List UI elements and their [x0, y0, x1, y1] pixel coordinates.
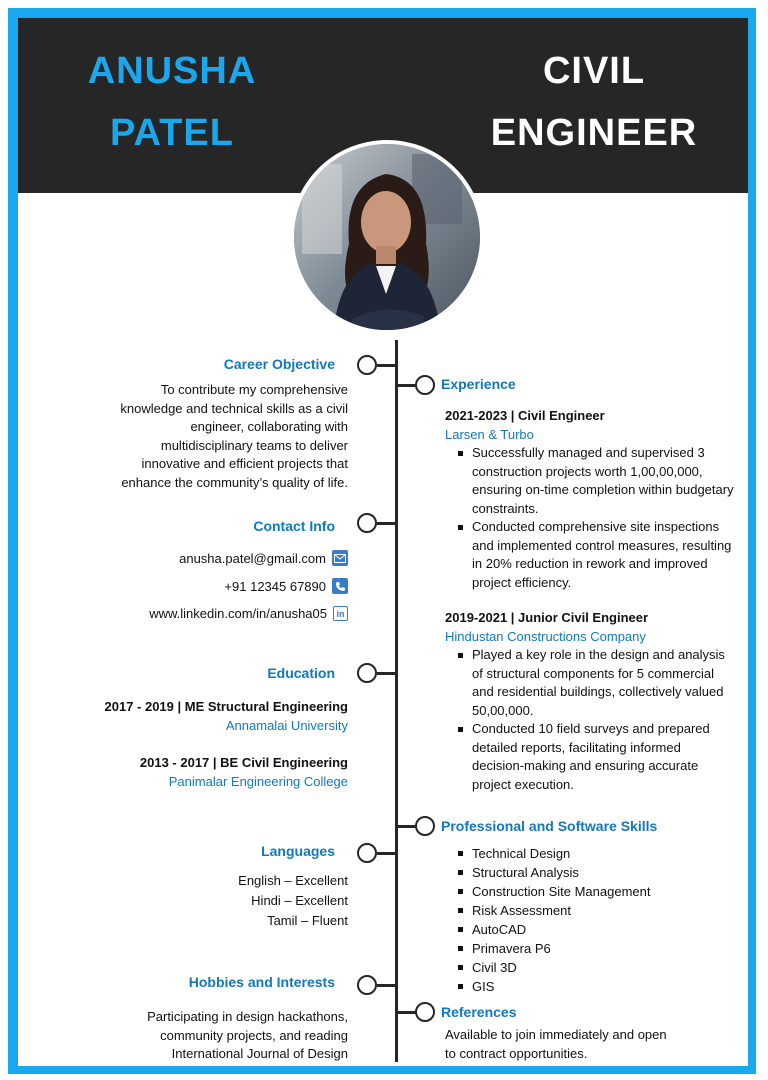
phone-icon: [332, 578, 348, 594]
profile-photo: [290, 140, 484, 334]
job-title-line-2: ENGINEER: [490, 112, 698, 154]
hobbies-heading: Hobbies and Interests: [188, 974, 335, 990]
contact-linkedin-row: [149, 606, 348, 621]
language-item: Tamil – Fluent: [267, 913, 348, 928]
career-objective-text: To contribute my comprehensive knowledge and technical skills as a civil engineer, collaborating with multidisciplinary teams to deliver innovative and efficient projects that enhance the community’s quality of life.: [120, 382, 348, 490]
language-item: Hindi – Excellent: [251, 893, 348, 908]
timeline-node: [357, 663, 395, 685]
skills-list: [445, 844, 735, 996]
resume-paper: [18, 18, 748, 1066]
job-1-title: 2021-2023 | Civil Engineer: [445, 408, 605, 423]
education-2-school: Panimalar Engineering College: [168, 774, 348, 789]
skill-item: Technical Design: [472, 844, 735, 863]
timeline-node: [357, 355, 395, 377]
timeline-node: [357, 843, 395, 865]
education-1-school: Annamalai University: [225, 718, 348, 733]
contact-phone-row: [224, 578, 348, 594]
job-1-company: Larsen & Turbo: [445, 426, 534, 442]
page-border: [8, 8, 756, 1074]
timeline-node: [397, 375, 435, 397]
timeline-line: [395, 340, 398, 1062]
skill-item: Risk Assessment: [472, 901, 735, 920]
skill-item: GIS: [472, 977, 735, 996]
contact-email-row: [179, 550, 348, 566]
skill-item: Civil 3D: [472, 958, 735, 977]
job-2-company: Hindustan Constructions Company: [445, 628, 646, 644]
last-name: PATEL: [110, 112, 234, 154]
skill-item: Construction Site Management: [472, 882, 735, 901]
skill-item: AutoCAD: [472, 920, 735, 939]
references-text: Available to join immediately and open to contract opportunities.: [445, 1027, 667, 1061]
job-title-line-1: CIVIL: [542, 50, 646, 92]
linkedin-link[interactable]: www.linkedin.com/in/anusha05: [149, 606, 327, 621]
job-2-title: 2019-2021 | Junior Civil Engineer: [445, 610, 649, 625]
timeline-node: [397, 1002, 435, 1024]
skill-item: Primavera P6: [472, 939, 735, 958]
list-item: Played a key role in the design and analysis of structural components for 5 commercial and residential buildings, collectively valued 50,00,000.: [472, 646, 735, 720]
list-item: Conducted 10 field surveys and prepared detailed reports, facilitating informed decision-making and ensuring accurate project execution.: [472, 720, 735, 794]
timeline-node: [397, 816, 435, 838]
education-1-title: 2017 - 2019 | ME Structural Engineering: [104, 699, 348, 714]
education-heading: Education: [267, 665, 335, 681]
references-heading: References: [441, 1004, 517, 1020]
education-2-title: 2013 - 2017 | BE Civil Engineering: [139, 755, 348, 770]
career-objective-heading: Career Objective: [223, 356, 335, 372]
contact-info-heading: Contact Info: [253, 518, 335, 534]
language-item: English – Excellent: [238, 873, 348, 888]
languages-heading: Languages: [261, 843, 335, 859]
skill-item: Structural Analysis: [472, 863, 735, 882]
job-2-bullets: [445, 646, 735, 794]
job-entry-2: [445, 609, 735, 794]
list-item: Conducted comprehensive site inspections and implemented control measures, resulting in 20% reduction in rework and improved project efficiency.: [472, 518, 735, 592]
timeline-node: [357, 975, 395, 997]
email-icon: [332, 550, 348, 566]
linkedin-icon: in: [333, 606, 348, 621]
phone-number: +91 12345 67890: [224, 578, 326, 594]
hobbies-text: Participating in design hackathons, community projects, and reading International Journal of Design: [147, 1009, 348, 1061]
timeline-node: [357, 513, 395, 535]
email-link[interactable]: anusha.patel@gmail.com: [179, 550, 326, 566]
list-item: Successfully managed and supervised 3 construction projects worth 1,00,00,000, ensuring on-time completion within budgetary constraints.: [472, 444, 735, 518]
skills-list-wrapper: [445, 844, 735, 996]
first-name: ANUSHA: [87, 50, 257, 92]
experience-heading: Experience: [441, 376, 516, 392]
job-entry-1: [445, 407, 735, 592]
job-1-bullets: [445, 444, 735, 592]
skills-heading: Professional and Software Skills: [441, 818, 658, 834]
